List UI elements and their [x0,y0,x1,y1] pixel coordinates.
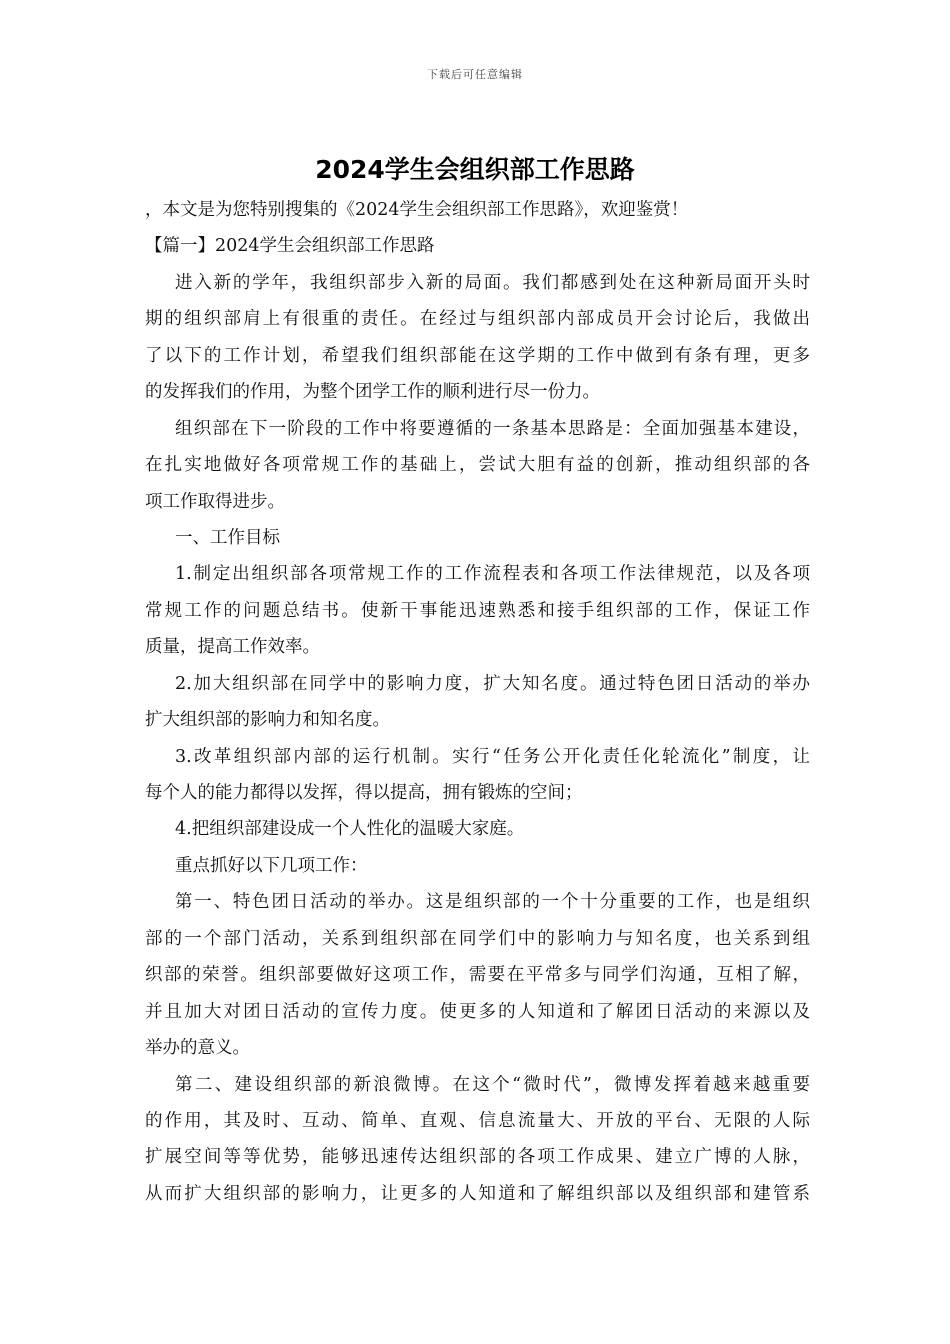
text-line: 期的组织部肩上有很重的责任。在经过与组织部内部成员开会讨论后，我做出 [145,309,810,330]
text-line: 组织部在下一阶段的工作中将要遵循的一条基本思路是：全面加强基本建设， [175,418,810,439]
text-line: 了以下的工作计划，希望我们组织部能在这学期的工作中做到有条有理，更多 [145,345,810,366]
text-line: 扩展空间等等优势，能够迅速传达组织部的各项工作成果、建立广博的人脉， [145,1147,810,1168]
text-line: 第一、特色团日活动的举办。这是组织部的一个十分重要的工作，也是组织 [175,892,810,913]
text-line: 第二、建设组织部的新浪微博。在这个“微时代”，微博发挥着越来越重要 [175,1074,810,1095]
text-line: 1.制定出组织部各项常规工作的工作流程表和各项工作法律规范，以及各项 [175,564,810,585]
text-line: 举办的意义。 [145,1038,250,1059]
text-line: 织部的荣誉。组织部要做好这项工作，需要在平常多与同学们沟通，互相了解， [145,965,810,986]
text-line: 并且加大对团日活动的宣传力度。使更多的人知道和了解团日活动的来源以及 [145,1001,810,1022]
text-line: ，本文是为您特别搜集的《2024学生会组织部工作思路》，欢迎鉴赏！ [145,200,689,220]
text-line: 的作用，其及时、互动、简单、直观、信息流量大、开放的平台、无限的人际 [145,1110,810,1131]
document-title: 2024学生会组织部工作思路 [315,155,635,184]
text-line: 扩大组织部的影响力和知名度。 [145,710,390,731]
text-line: 每个人的能力都得以发挥，得以提高，拥有锻炼的空间； [145,783,583,803]
text-line: 2.加大组织部在同学中的影响力度，扩大知名度。通过特色团日活动的举办 [175,673,810,694]
document-body [145,192,810,1212]
text-line: 项工作取得进步。 [145,491,285,512]
text-line: 【篇一】2024学生会组织部工作思路 [145,236,435,257]
text-line: 质量，提高工作效率。 [145,637,320,658]
text-line: 的发挥我们的作用，为整个团学工作的顺利进行尽一份力。 [145,382,600,403]
text-line: 在扎实地做好各项常规工作的基础上，尝试大胆有益的创新，推动组织部的各 [145,455,810,476]
text-line: 4.把组织部建设成一个人性化的温暖大家庭。 [175,819,525,840]
text-line: 常规工作的问题总结书。使新干事能迅速熟悉和接手组织部的工作，保证工作 [145,600,810,621]
header-note: 下载后可任意编辑 [427,68,523,81]
text-line: 部的一个部门活动，关系到组织部在同学们中的影响力与知名度，也关系到组 [145,928,810,949]
text-line: 3.改革组织部内部的运行机制。实行“任务公开化责任化轮流化”制度，让 [175,746,810,767]
text-line: 重点抓好以下几项工作： [175,855,368,876]
text-line: 从而扩大组织部的影响力，让更多的人知道和了解组织部以及组织部和建管系 [145,1183,810,1204]
text-line: 一、工作目标 [175,527,280,548]
text-line: 进入新的学年，我组织部步入新的局面。我们都感到处在这种新局面开头时 [175,272,810,293]
